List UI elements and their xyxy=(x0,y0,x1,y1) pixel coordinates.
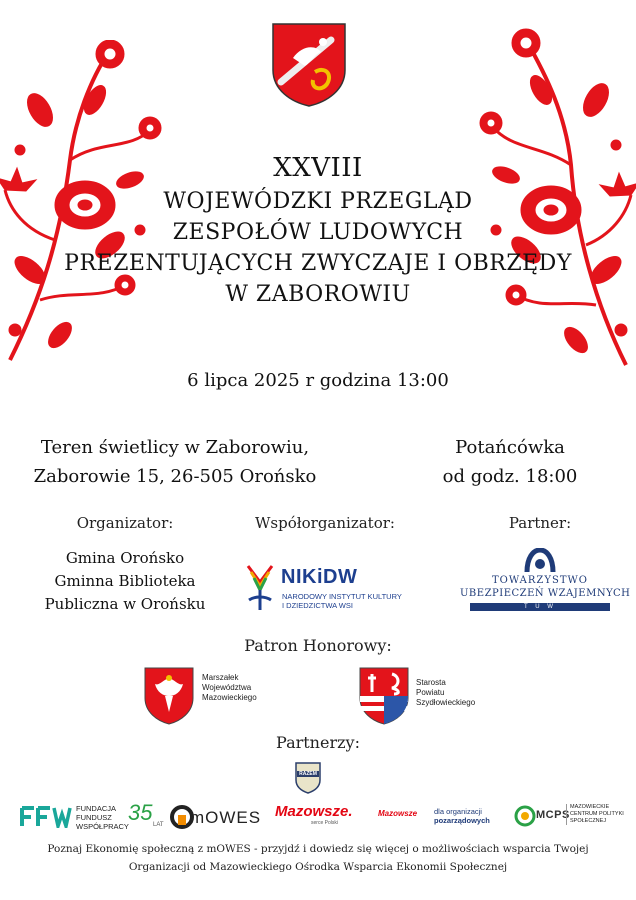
title-line-2: ZESPOŁÓW LUDOWYCH xyxy=(172,220,464,245)
starosta-line-1: Starosta xyxy=(416,678,446,687)
location xyxy=(20,433,330,491)
ffw-mark-icon xyxy=(20,806,72,828)
tuw-line-1: TOWARZYSTWO xyxy=(492,575,588,586)
mcps-full xyxy=(566,804,624,825)
dance-line-2: od godz. 18:00 xyxy=(442,466,578,487)
tuw-line-2: UBEZPIECZEŃ WZAJEMNYCH xyxy=(460,588,631,599)
anniversary-lat: LAT xyxy=(153,822,164,828)
honorary-label: Patron Honorowy: xyxy=(244,636,392,655)
partner-label: Partner: xyxy=(508,514,572,532)
tuw-emblem-icon xyxy=(523,548,557,574)
mcps-full-1: MAZOWIECKIE xyxy=(570,804,610,810)
razem-shield-icon xyxy=(295,762,321,794)
organizer-label: Organizator: xyxy=(76,514,174,532)
nikidw-logo xyxy=(245,560,445,615)
nikidw-emblem-icon xyxy=(245,560,275,612)
event-date: 6 lipca 2025 r godzina 13:00 xyxy=(187,370,449,391)
mazowsze-ngo-logo xyxy=(378,805,508,831)
ffw-line-3: WSPÓŁPRACY xyxy=(76,822,129,831)
title-line-3: PREZENTUJĄCYCH ZWYCZAJE I OBRZĘDY xyxy=(64,251,572,276)
ffw-line-2: FUNDUSZ xyxy=(76,813,112,822)
mcps-text: MCPS xyxy=(536,809,570,821)
mazowsze-logo xyxy=(275,803,370,833)
tuw-line-3: T U W xyxy=(470,603,610,611)
title-line-4: W ZABOROWIU xyxy=(225,282,411,307)
szydlowiecki-coat-of-arms xyxy=(358,666,410,726)
marshal-line-3: Mazowieckiego xyxy=(202,693,257,702)
coorganizer-label: Współorganizator: xyxy=(255,514,395,532)
title-block xyxy=(0,150,636,310)
mowes-text: mOWES xyxy=(190,808,262,827)
footer-note xyxy=(0,840,636,876)
mcps-full-3: SPOŁECZNEJ xyxy=(570,818,607,824)
starosta-line-2: Powiatu xyxy=(416,688,445,697)
starosta-line-3: Szydłowieckiego xyxy=(416,698,476,707)
marshal-text xyxy=(202,673,257,703)
starosta-text xyxy=(416,678,475,708)
edition-number: XXVIII xyxy=(273,153,363,183)
organizer-line-3: Publiczna w Orońsku xyxy=(44,595,206,613)
dance-line-1: Potańcówka xyxy=(455,437,565,458)
mazowsze-sub: serce Polski xyxy=(311,820,338,826)
mcps-full-2: CENTRUM POLITYKI xyxy=(570,811,624,817)
partners-label: Partnerzy: xyxy=(276,733,360,752)
nikidw-sub-1: NARODOWY INSTYTUT KULTURY xyxy=(282,592,402,601)
organizer-line-2: Gminna Biblioteka xyxy=(54,572,196,590)
mazowsze-text: Mazowsze. xyxy=(275,803,353,820)
tuw-logo xyxy=(460,548,631,623)
nikidw-name: NIKiDW xyxy=(281,566,358,588)
razem-text: RAZEM xyxy=(299,771,317,777)
ngo-brand: Mazowsze xyxy=(378,809,418,818)
gmina-coat-of-arms xyxy=(271,22,347,108)
mcps-logo xyxy=(514,803,629,833)
anniversary-35: 35 xyxy=(128,800,153,825)
dance-info xyxy=(420,433,600,491)
mazowieckie-coat-of-arms xyxy=(143,666,195,726)
marshal-line-1: Marszałek xyxy=(202,673,239,682)
organizer-list xyxy=(20,547,230,616)
organizer-line-1: Gmina Orońsko xyxy=(65,549,185,567)
nikidw-sub-2: I DZIEDZICTWA WSI xyxy=(282,601,353,610)
footer-line-1: Poznaj Ekonomię społeczną z mOWES - przyjdź i dowiedz się więcej o możliwościach wsparcia Twojej xyxy=(47,843,589,855)
ngo-line-1: dla organizacji xyxy=(434,807,482,816)
footer-line-2: Organizacji od Mazowieckiego Ośrodka Wsparcia Ekonomii Społecznej xyxy=(128,861,508,873)
location-line-2: Zaborowie 15, 26-505 Orońsko xyxy=(33,466,317,487)
marshal-line-2: Województwa xyxy=(202,683,252,692)
mcps-mark-icon xyxy=(514,805,536,827)
ffw-text xyxy=(76,804,129,831)
location-line-1: Teren świetlicy w Zaborowiu, xyxy=(40,437,310,458)
ngo-line-2: pozarządowych xyxy=(434,816,490,825)
ffw-line-1: FUNDACJA xyxy=(76,804,117,813)
title-line-1: WOJEWÓDZKI PRZEGLĄD xyxy=(163,189,473,214)
mowes-logo xyxy=(170,805,265,831)
razem-logo xyxy=(295,762,321,794)
